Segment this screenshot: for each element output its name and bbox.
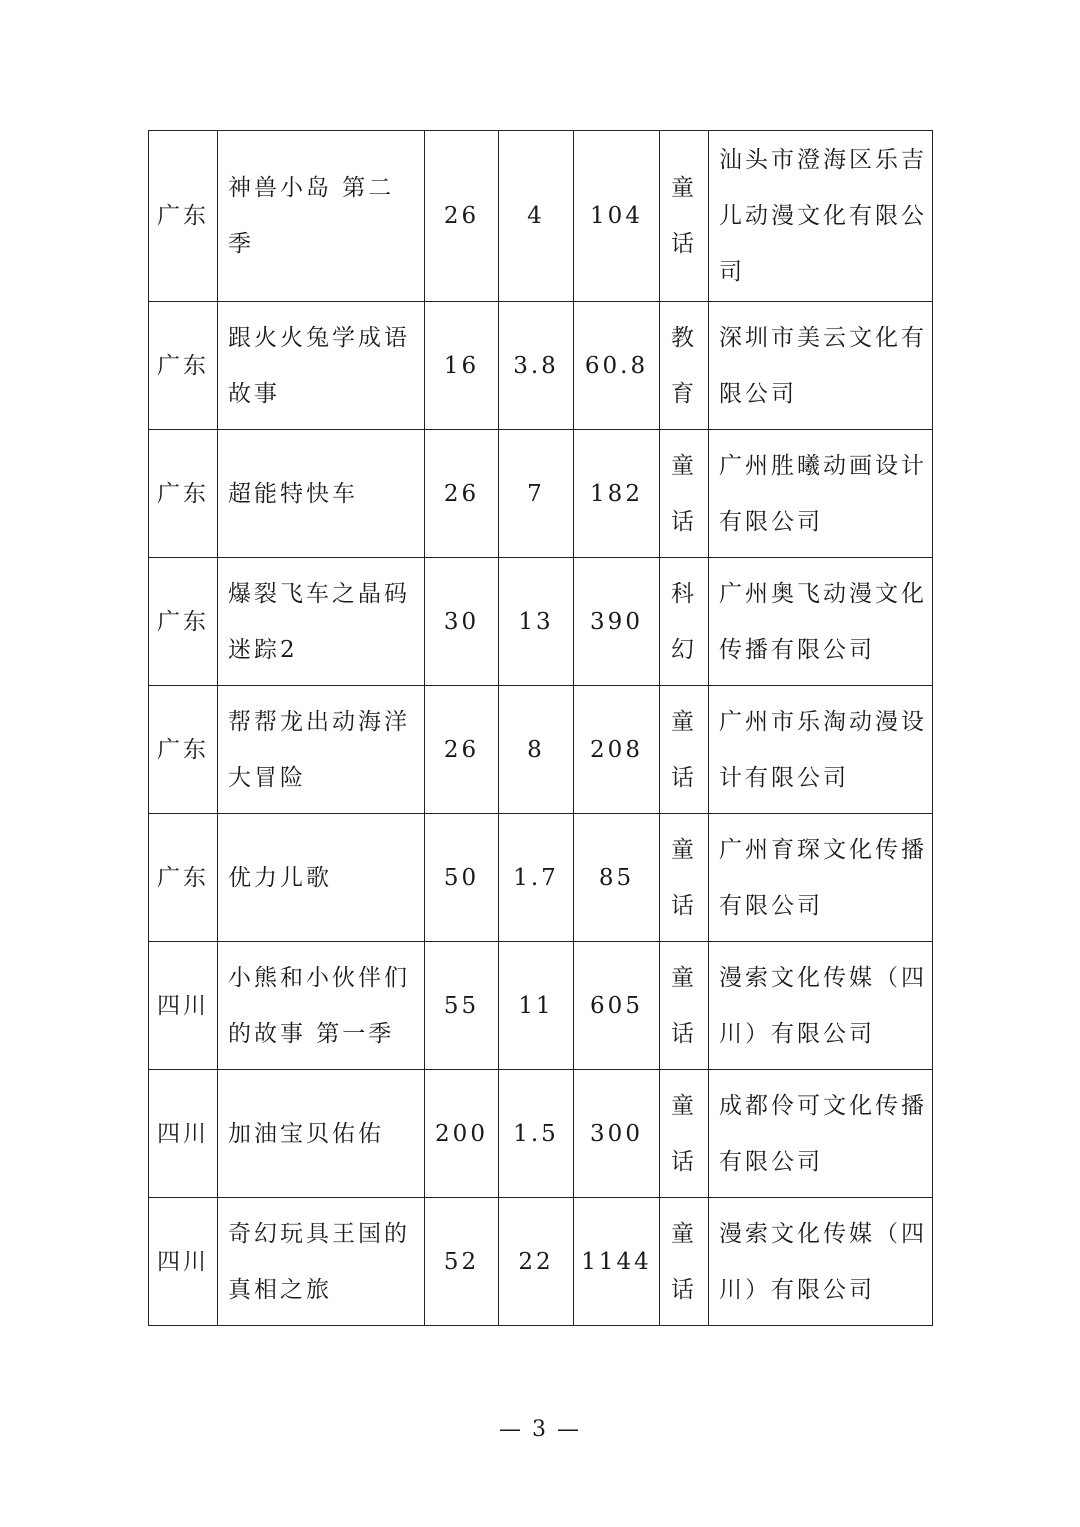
type-cell: 童话: [660, 1198, 709, 1326]
company-cell: 广州胜曦动画设计有限公司: [709, 430, 933, 558]
total-minutes-cell: 390: [574, 558, 660, 686]
province-cell: 广东: [149, 131, 218, 302]
company-cell: 广州奥飞动漫文化传播有限公司: [709, 558, 933, 686]
company-cell: 成都伶可文化传播有限公司: [709, 1070, 933, 1198]
type-cell: 童话: [660, 686, 709, 814]
minutes-cell: 4: [499, 131, 574, 302]
company-cell: 广州育琛文化传播有限公司: [709, 814, 933, 942]
province-cell: 广东: [149, 302, 218, 430]
total-minutes-cell: 300: [574, 1070, 660, 1198]
minutes-cell: 22: [499, 1198, 574, 1326]
title-cell: 跟火火兔学成语故事: [218, 302, 425, 430]
table-row: [149, 558, 933, 686]
province-cell: 四川: [149, 1070, 218, 1198]
type-cell: 童话: [660, 430, 709, 558]
table-body: [149, 131, 933, 1326]
title-cell: 奇幻玩具王国的真相之旅: [218, 1198, 425, 1326]
table-row: [149, 686, 933, 814]
table-row: [149, 131, 933, 302]
minutes-cell: 11: [499, 942, 574, 1070]
table-row: [149, 1070, 933, 1198]
total-minutes-cell: 60.8: [574, 302, 660, 430]
total-minutes-cell: 104: [574, 131, 660, 302]
company-cell: 广州市乐淘动漫设计有限公司: [709, 686, 933, 814]
title-cell: 神兽小岛 第二季: [218, 131, 425, 302]
total-minutes-cell: 182: [574, 430, 660, 558]
company-cell: 漫索文化传媒（四川）有限公司: [709, 942, 933, 1070]
province-cell: 四川: [149, 1198, 218, 1326]
total-minutes-cell: 208: [574, 686, 660, 814]
page-number: — 3 —: [499, 1417, 581, 1442]
type-cell: 教育: [660, 302, 709, 430]
minutes-cell: 1.5: [499, 1070, 574, 1198]
title-cell: 爆裂飞车之晶码迷踪2: [218, 558, 425, 686]
province-cell: 广东: [149, 558, 218, 686]
title-cell: 优力儿歌: [218, 814, 425, 942]
province-cell: 广东: [149, 430, 218, 558]
episodes-cell: 26: [425, 131, 499, 302]
type-cell: 童话: [660, 814, 709, 942]
type-cell: 童话: [660, 1070, 709, 1198]
episodes-cell: 30: [425, 558, 499, 686]
table-row: [149, 942, 933, 1070]
episodes-cell: 50: [425, 814, 499, 942]
title-cell: 小熊和小伙伴们的故事 第一季: [218, 942, 425, 1070]
table-row: [149, 302, 933, 430]
table-row: [149, 1198, 933, 1326]
minutes-cell: 3.8: [499, 302, 574, 430]
type-cell: 科幻: [660, 558, 709, 686]
province-cell: 四川: [149, 942, 218, 1070]
total-minutes-cell: 1144: [574, 1198, 660, 1326]
company-cell: 深圳市美云文化有限公司: [709, 302, 933, 430]
type-cell: 童话: [660, 131, 709, 302]
episodes-cell: 26: [425, 686, 499, 814]
total-minutes-cell: 85: [574, 814, 660, 942]
episodes-cell: 200: [425, 1070, 499, 1198]
company-cell: 汕头市澄海区乐吉儿动漫文化有限公司: [709, 131, 933, 302]
episodes-cell: 16: [425, 302, 499, 430]
episodes-cell: 52: [425, 1198, 499, 1326]
minutes-cell: 1.7: [499, 814, 574, 942]
province-cell: 广东: [149, 814, 218, 942]
animation-list-table: [148, 130, 933, 1326]
episodes-cell: 26: [425, 430, 499, 558]
type-cell: 童话: [660, 942, 709, 1070]
title-cell: 超能特快车: [218, 430, 425, 558]
episodes-cell: 55: [425, 942, 499, 1070]
table-row: [149, 430, 933, 558]
company-cell: 漫索文化传媒（四川）有限公司: [709, 1198, 933, 1326]
title-cell: 帮帮龙出动海洋大冒险: [218, 686, 425, 814]
total-minutes-cell: 605: [574, 942, 660, 1070]
table-row: [149, 814, 933, 942]
title-cell: 加油宝贝佑佑: [218, 1070, 425, 1198]
province-cell: 广东: [149, 686, 218, 814]
minutes-cell: 7: [499, 430, 574, 558]
minutes-cell: 8: [499, 686, 574, 814]
minutes-cell: 13: [499, 558, 574, 686]
